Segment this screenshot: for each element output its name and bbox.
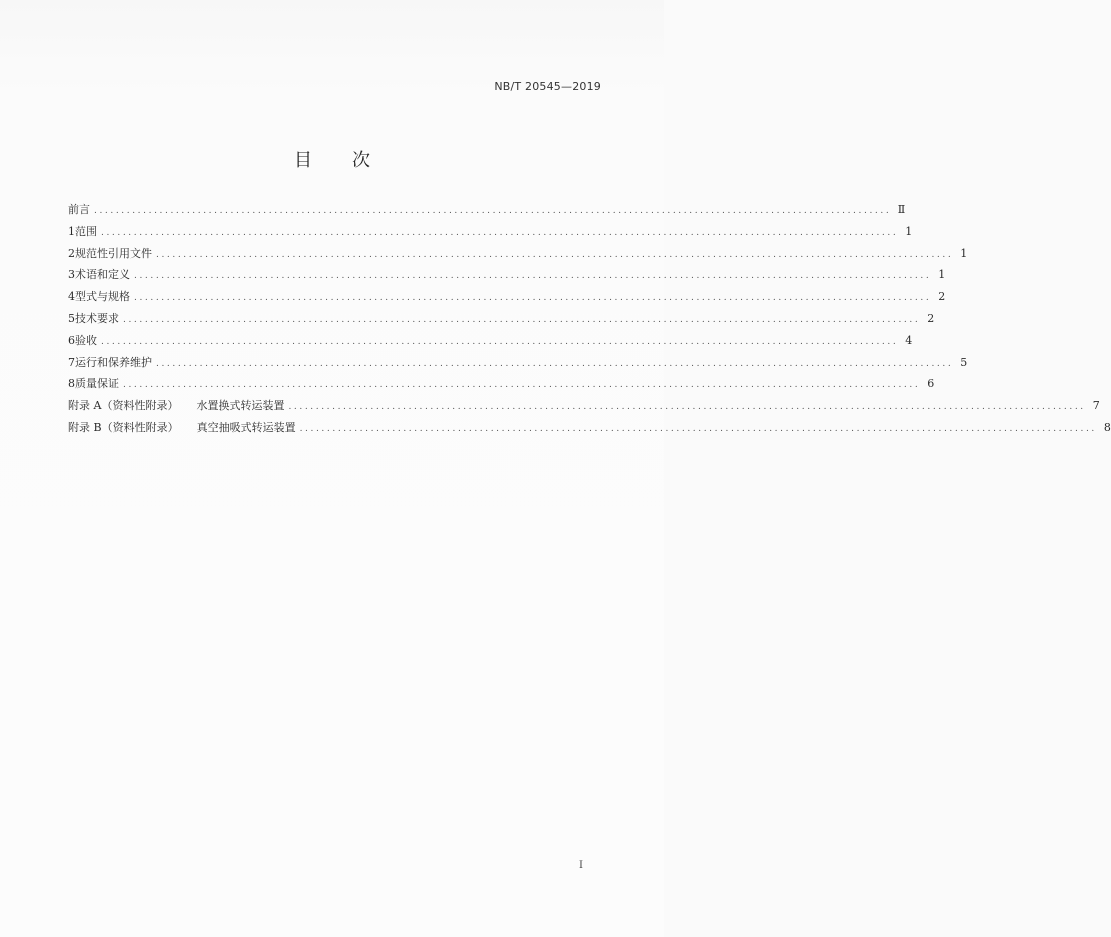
toc-entry[interactable] [68,373,935,395]
toc-entry-label: 前言 [68,203,90,216]
toc-entry[interactable] [68,417,1111,439]
toc-entry-label: 技术要求 [75,311,119,325]
toc-entry[interactable] [68,352,968,374]
toc-entry-number: 8 [68,377,75,391]
table-of-contents [68,199,1111,439]
toc-leader-dots: .................................................................................................................................................. [101,336,899,347]
toc-entry-page: 8 [1103,420,1111,434]
toc-entry[interactable] [68,286,946,308]
toc-entry-page: 1 [938,268,946,282]
toc-title-char-2: 次 [352,150,370,171]
toc-title-char-1: 目 [294,150,312,171]
toc-entry-number: 1 [68,224,75,238]
toc-leader-dots: .................................................................................................................................................. [288,402,1086,413]
toc-leader-dots: .................................................................................................................................................. [123,314,921,325]
toc-entry-label: 附录 A（资料性附录） [68,399,179,413]
toc-entry-label: 型式与规格 [75,290,130,304]
toc-entry[interactable] [68,243,968,265]
toc-entry-page: Ⅱ [897,203,906,216]
toc-entry[interactable] [68,264,946,286]
toc-leader-dots: .................................................................................................................................................. [299,423,1097,434]
toc-entry-number: 3 [68,268,75,282]
standard-code: NB/T 20545—2019 [494,80,601,93]
toc-entry-label: 术语和定义 [75,268,130,282]
toc-entry[interactable] [68,308,935,330]
toc-entry-page: 6 [927,377,935,391]
toc-entry[interactable] [68,395,1100,417]
toc-entry-page: 1 [905,224,913,238]
toc-entry-page: 4 [905,333,913,347]
toc-title [0,146,664,172]
toc-entry-number: 7 [68,355,75,369]
toc-entry-label: 验收 [75,333,97,347]
toc-entry-number: 6 [68,333,75,347]
toc-entry-label: 附录 B（资料性附录） [68,420,179,434]
toc-entry-label: 质量保证 [75,377,119,391]
toc-leader-dots: .................................................................................................................................................. [134,271,932,282]
toc-entry-page: 5 [960,355,968,369]
toc-leader-dots: .................................................................................................................................................. [94,206,892,216]
toc-entry[interactable] [68,221,913,243]
toc-entry-page: 1 [960,246,968,260]
toc-leader-dots: .................................................................................................................................................. [156,249,954,260]
toc-leader-dots: .................................................................................................................................................. [134,293,932,304]
toc-entry[interactable] [68,330,913,352]
toc-entry-page: 7 [1092,399,1100,413]
toc-entry-subtitle: 水置换式转运装置 [196,399,285,413]
toc-entry-number: 2 [68,246,75,260]
toc-entry[interactable] [68,199,906,221]
toc-entry-number: 4 [68,290,75,304]
toc-leader-dots: .................................................................................................................................................. [156,358,954,369]
toc-entry-number: 5 [68,311,75,325]
toc-entry-label: 范围 [75,224,97,238]
toc-entry-subtitle: 真空抽吸式转运装置 [196,420,296,434]
toc-entry-page: 2 [927,311,935,325]
toc-entry-label: 规范性引用文件 [75,246,152,260]
page-number: I [579,860,583,871]
toc-leader-dots: .................................................................................................................................................. [101,227,899,238]
toc-entry-label: 运行和保养维护 [75,355,152,369]
toc-entry-page: 2 [938,290,946,304]
toc-leader-dots: .................................................................................................................................................. [123,380,921,391]
